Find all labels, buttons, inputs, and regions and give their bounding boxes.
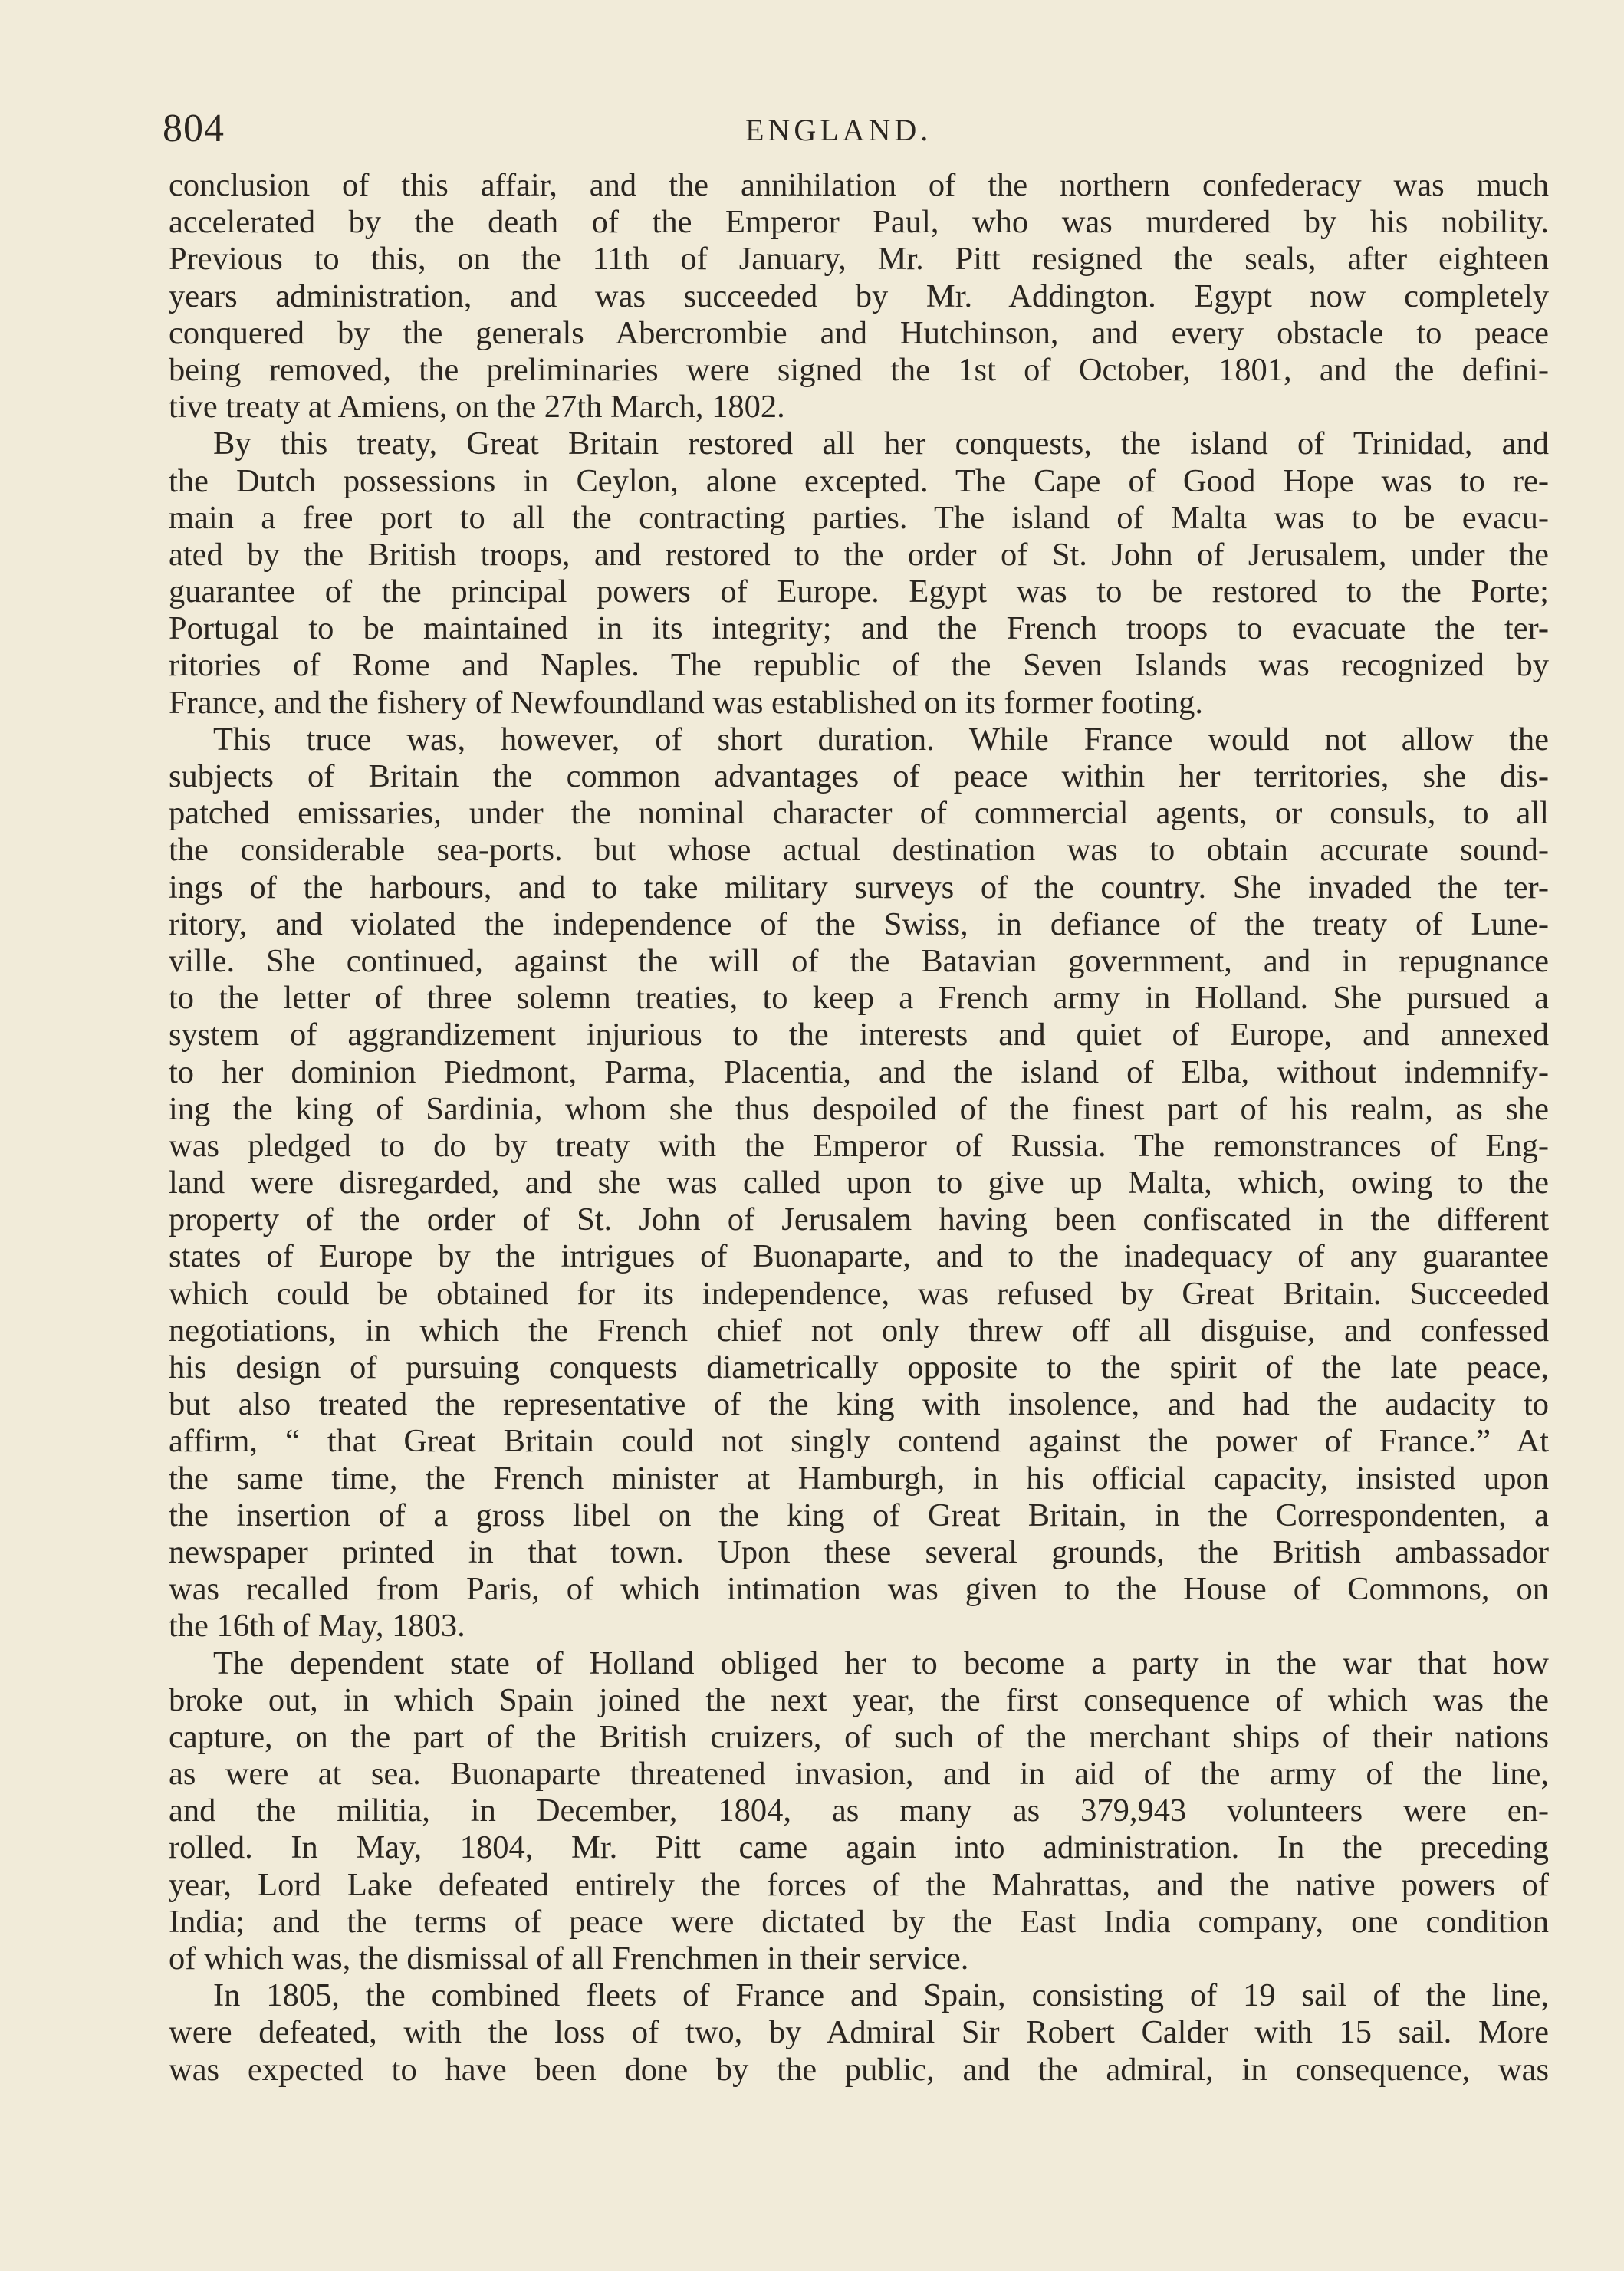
- text-line: years administration, and was succeeded by Mr. Addington. Egypt now completely: [169, 278, 1549, 314]
- text-line: ated by the British troops, and restored to the order of St. John of Jerusalem, under the: [169, 536, 1549, 573]
- text-line: was pledged to do by treaty with the Emperor of Russia. The remonstrances of Eng-: [169, 1127, 1549, 1164]
- text-line: as were at sea. Buonaparte threatened invasion, and in aid of the army of the line,: [169, 1756, 1549, 1793]
- text-line: the same time, the French minister at Hamburgh, in his official capacity, insisted upon: [169, 1460, 1549, 1497]
- text-line: his design of pursuing conquests diametrically opposite to the spirit of the late peace,: [169, 1349, 1549, 1385]
- text-line: property of the order of St. John of Jerusalem having been confiscated in the different: [169, 1201, 1549, 1238]
- text-line: guarantee of the principal powers of Europe. Egypt was to be restored to the Porte;: [169, 574, 1549, 610]
- page-number: 804: [163, 107, 225, 150]
- text-line: affirm, “ that Great Britain could not singly contend against the power of France.” At: [169, 1423, 1549, 1460]
- text-line: tive treaty at Amiens, on the 27th March, 1802.: [169, 389, 785, 426]
- text-line: main a free port to all the contracting parties. The island of Malta was to be evacu-: [169, 499, 1549, 536]
- text-line: system of aggrandizement injurious to the interests and quiet of Europe, and annexed: [169, 1017, 1549, 1053]
- page-header: [163, 106, 1558, 152]
- text-line: rolled. In May, 1804, Mr. Pitt came again into administration. In the preceding: [169, 1829, 1549, 1866]
- text-line: being removed, the preliminaries were signed the 1st of October, 1801, and the defini-: [169, 351, 1549, 388]
- text-line: which could be obtained for its independence, was refused by Great Britain. Succeeded: [169, 1275, 1549, 1312]
- text-line: negotiations, in which the French chief not only threw off all disguise, and confessed: [169, 1312, 1549, 1349]
- text-line: but also treated the representative of the king with insolence, and had the audacity to: [169, 1386, 1549, 1423]
- text-line: was expected to have been done by the public, and the admiral, in consequence, was: [169, 2051, 1549, 2088]
- text-line: ville. She continued, against the will of the Batavian government, and in repugnance: [169, 942, 1549, 979]
- text-line: states of Europe by the intrigues of Buonaparte, and to the inadequacy of any guarantee: [169, 1238, 1549, 1275]
- text-line: Portugal to be maintained in its integrity; and the French troops to evacuate the ter-: [169, 610, 1549, 647]
- text-line: conclusion of this affair, and the annihilation of the northern confederacy was much: [169, 167, 1549, 203]
- text-line: to the letter of three solemn treaties, to keep a French army in Holland. She pursued a: [169, 980, 1549, 1017]
- text-line: to her dominion Piedmont, Parma, Placentia, and the island of Elba, without indemnify-: [169, 1053, 1549, 1090]
- text-line: subjects of Britain the common advantages of peace within her territories, she dis-: [169, 758, 1549, 794]
- body-text: [169, 167, 1549, 2089]
- text-line: was recalled from Paris, of which intimation was given to the House of Commons, on: [169, 1571, 1549, 1608]
- text-line: accelerated by the death of the Emperor Paul, who was murdered by his nobility.: [169, 204, 1549, 241]
- text-line: the considerable sea-ports. but whose actual destination was to obtain accurate sound-: [169, 832, 1549, 869]
- text-line: and the militia, in December, 1804, as many as 379,943 volunteers were en-: [169, 1793, 1549, 1829]
- text-line: year, Lord Lake defeated entirely the forces of the Mahrattas, and the native powers of: [169, 1866, 1549, 1903]
- text-line: ritory, and violated the independence of the Swiss, in defiance of the treaty of Lune-: [169, 905, 1549, 942]
- text-line: ings of the harbours, and to take military surveys of the country. She invaded the ter-: [169, 869, 1549, 905]
- text-line: the Dutch possessions in Ceylon, alone excepted. The Cape of Good Hope was to re-: [169, 462, 1549, 499]
- text-line: broke out, in which Spain joined the next year, the first consequence of which was the: [169, 1681, 1549, 1718]
- text-line: France, and the fishery of Newfoundland was established on its former footing.: [169, 684, 1204, 721]
- text-line: conquered by the generals Abercrombie and Hutchinson, and every obstacle to peace: [169, 314, 1549, 351]
- text-line: The dependent state of Holland obliged her to become a party in the war that how: [213, 1645, 1549, 1681]
- text-line: Previous to this, on the 11th of January, Mr. Pitt resigned the seals, after eighteen: [169, 241, 1549, 278]
- text-line: newspaper printed in that town. Upon these several grounds, the British ambassador: [169, 1533, 1549, 1570]
- running-head: ENGLAND.: [745, 113, 932, 147]
- text-line: were defeated, with the loss of two, by Admiral Sir Robert Calder with 15 sail. More: [169, 2014, 1549, 2051]
- text-line: the insertion of a gross libel on the king of Great Britain, in the Correspondenten, a: [169, 1497, 1549, 1533]
- text-line: By this treaty, Great Britain restored all her conquests, the island of Trinidad, and: [213, 426, 1549, 462]
- text-line: ing the king of Sardinia, whom she thus despoiled of the finest part of his realm, as she: [169, 1090, 1549, 1127]
- text-line: patched emissaries, under the nominal character of commercial agents, or consuls, to all: [169, 795, 1549, 832]
- text-line: India; and the terms of peace were dictated by the East India company, one condition: [169, 1903, 1549, 1940]
- text-line: In 1805, the combined fleets of France and Spain, consisting of 19 sail of the line,: [213, 1977, 1549, 2014]
- text-line: of which was, the dismissal of all Frenchmen in their service.: [169, 1941, 969, 1977]
- text-line: This truce was, however, of short duration. While France would not allow the: [213, 721, 1549, 758]
- text-line: capture, on the part of the British cruizers, of such of the merchant ships of their nations: [169, 1718, 1549, 1755]
- text-line: the 16th of May, 1803.: [169, 1608, 465, 1645]
- text-line: land were disregarded, and she was called upon to give up Malta, which, owing to the: [169, 1165, 1549, 1201]
- text-line: ritories of Rome and Naples. The republic of the Seven Islands was recognized by: [169, 647, 1549, 684]
